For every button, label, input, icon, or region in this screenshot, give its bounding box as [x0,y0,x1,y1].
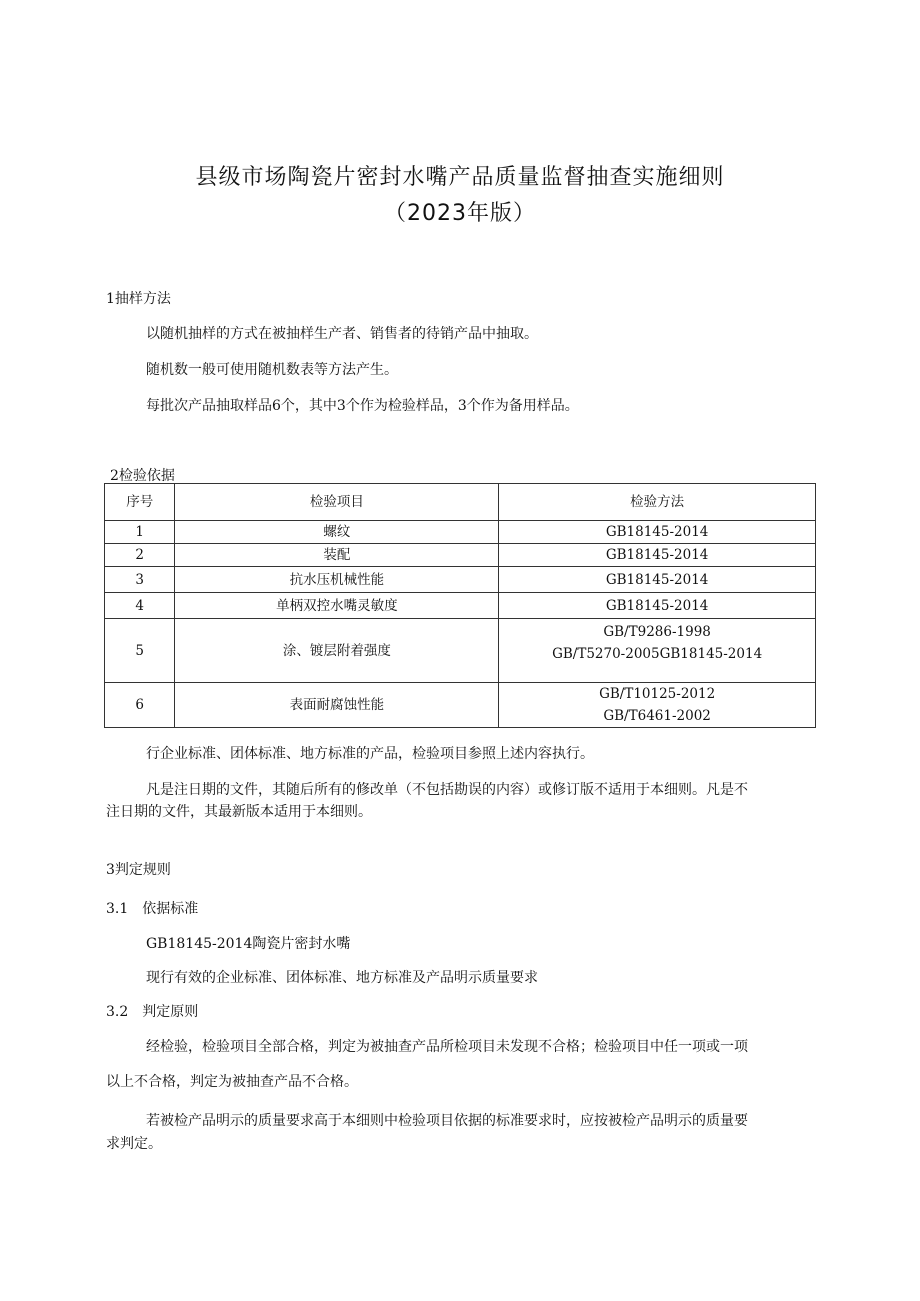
section-2-heading: 2检验依据 [110,468,175,484]
table-row [105,567,816,593]
row-method: GB18145-2014 [499,567,816,593]
standard-item: 现行有效的企业标准、团体标准、地方标准及产品明示质量要求 [146,970,538,986]
dated-references-note: 注日期的文件，其最新版本适用于本细则。 [106,804,372,820]
row-method-cell [499,619,816,683]
row-number: 2 [105,544,175,567]
judgement-paragraph: 求判定。 [106,1136,162,1152]
table-header-row [105,484,816,521]
row-method: GB/T10125-2012 [599,686,716,702]
subsection-3-2-heading: 3.2 判定原则 [106,1004,199,1020]
document-title: 县级市场陶瓷片密封水嘴产品质量监督抽查实施细则 [195,165,725,190]
table-row [105,521,816,544]
row-method: GB18145-2014 [499,593,816,619]
table-header-cell: 检验方法 [499,484,816,521]
row-item: 单柄双控水嘴灵敏度 [175,593,499,619]
section-1-paragraph: 随机数一般可使用随机数表等方法产生。 [146,362,398,378]
row-item: 装配 [175,544,499,567]
table-note: 行企业标准、团体标准、地方标准的产品，检验项目参照上述内容执行。 [146,746,594,762]
row-item: 表面耐腐蚀性能 [175,683,499,728]
standard-item: GB18145-2014陶瓷片密封水嘴 [146,936,351,952]
row-method: GB/T6461-2002 [603,708,711,724]
judgement-paragraph: 经检验，检验项目全部合格，判定为被抽查产品所检项目未发现不合格；检验项目中任一项或一项 [146,1039,748,1055]
row-number: 1 [105,521,175,544]
table-header-cell: 检验项目 [175,484,499,521]
document-edition: （2023年版） [384,201,536,226]
row-method: GB18145-2014 [499,544,816,567]
inspection-table [104,483,816,728]
row-number: 3 [105,567,175,593]
table-header-cell: 序号 [105,484,175,521]
row-item: 涂、镀层附着强度 [175,619,499,683]
row-method-cell [499,683,816,728]
row-method: GB/T9286-1998 [603,624,711,640]
row-number: 5 [105,619,175,683]
judgement-paragraph: 若被检产品明示的质量要求高于本细则中检验项目依据的标准要求时，应按被检产品明示的质量要 [146,1113,748,1129]
table-row [105,593,816,619]
row-item: 抗水压机械性能 [175,567,499,593]
table-row [105,544,816,567]
table-row [105,619,816,683]
row-number: 4 [105,593,175,619]
row-method: GB/T5270-2005GB18145-2014 [552,646,763,662]
dated-references-note: 凡是注日期的文件，其随后所有的修改单（不包括勘误的内容）或修订版不适用于本细则。凡是不 [146,782,748,798]
row-number: 6 [105,683,175,728]
section-1-paragraph: 每批次产品抽取样品6个，其中3个作为检验样品，3个作为备用样品。 [146,398,579,414]
judgement-paragraph: 以上不合格，判定为被抽查产品不合格。 [106,1074,358,1090]
table-row [105,683,816,728]
row-item: 螺纹 [175,521,499,544]
section-1-paragraph: 以随机抽样的方式在被抽样生产者、销售者的待销产品中抽取。 [146,326,538,342]
section-1-heading: 1抽样方法 [106,291,171,307]
subsection-3-1-heading: 3.1 依据标准 [106,901,199,917]
section-3-heading: 3判定规则 [106,862,171,878]
row-method: GB18145-2014 [499,521,816,544]
